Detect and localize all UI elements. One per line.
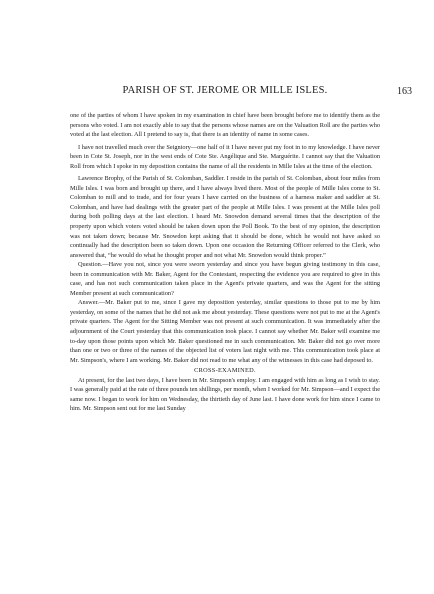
running-title: PARISH OF ST. JEROME OR MILLE ISLES. — [122, 85, 328, 96]
paragraph-2: I have not travelled much over the Seigniory—one half of it I have never put my foot in to my knowledge. I have never been in Cote St. Joseph, nor in the west ends of Cote Ste. Angélique and Ste. Marguérite. I cannot say that the Valuation Roll from which I spoke in my deposition contains the name of all the residents in Mille Isles at the time of the election. — [70, 143, 380, 170]
paragraph-1: one of the parties of whom I have spoken in my examination in chief have been brought before me to identify them as the persons who voted. I am not exactly able to say that the persons whose names are on the Valuation Roll are the parties who voted at the last election. All I pretend to say is, that there is an identity of name in some cases. — [70, 112, 380, 139]
paragraph-5-answer: Answer.—Mr. Baker put to me, since I gave my deposition yesterday, similar questions to those put to me by him yesterday, on some of the names that he did not ask me about yesterday. These questions were not put to me at the Agent's private quarters. The Agent for the Sitting Member was not present at such communication. It was immediately after the adjournment of the Court yesterday that this communication took place. I cannot say whether Mr. Baker will examine me to-day upon those points upon which Mr. Baker questioned me in such communication. Mr. Baker did not go over more than one or two or three of the names of the objected list of voters last night with me. This communication took place at Mr. Simpson's, where I am working. Mr. Baker did not read to me what any of the witnesses in this case had deposed to. — [70, 299, 380, 364]
cross-examined-heading: CROSS-EXAMINED. — [194, 367, 256, 375]
paragraph-6-cross: At present, for the last two days, I have been in Mr. Simpson's employ. I am engaged with him as long as I wish to stay. I was generally paid at the rate of three pounds ten shillings, per month, when I worked for Mr. Simpson—and I expect the same now. I began to work for him on Wednesday, the thirtieth day of June last. I have done work for him since I came to him. Mr. Simpson sent out for me last Sunday — [70, 376, 380, 413]
paragraph-4-question: Question.—Have you not, since you were sworn yesterday and since you have begun giving testimony in this case, been in communication with Mr. Baker, Agent for the Contestant, respecting the evidence you are required to give in this case, and has not such communication taken place in the Agent's private quarters, and was the Agent for the sitting Member present at such communication? — [70, 261, 380, 297]
paragraph-3-brophy-deposition: Lawrence Brophy, of the Parish of St. Colomban, Saddler. I reside in the parish of St. Colomban, about four miles from Mille Isles. I was born and brought up there, and I have always lived there. Most of the people of Mille Isles come to St. Colomban to mill and to trade, and for four years I have carried on the business of a harness maker and saddler at St. Colomban, and have had dealings with the greater part of the people at Mille Isles. I was present at the Mille Isles poll during both polling days at the last election. I heard Mr. Snowdon demand several times that the description of the property upon which voters voted should be taken down upon the Poll Book. To the best of my opinion, the description was not taken down; because Mr. Snowdon kept asking that it should be done, which he would not have asked so continually had the description been so taken down. Upon one occasion the Returning Officer referred to the Clerk, who answered that, “he would do what he thought proper and not what Mr. Snowdon would think proper.” — [70, 175, 380, 259]
page-header — [70, 85, 412, 99]
body-text — [70, 111, 380, 414]
page-number: 163 — [397, 86, 412, 97]
